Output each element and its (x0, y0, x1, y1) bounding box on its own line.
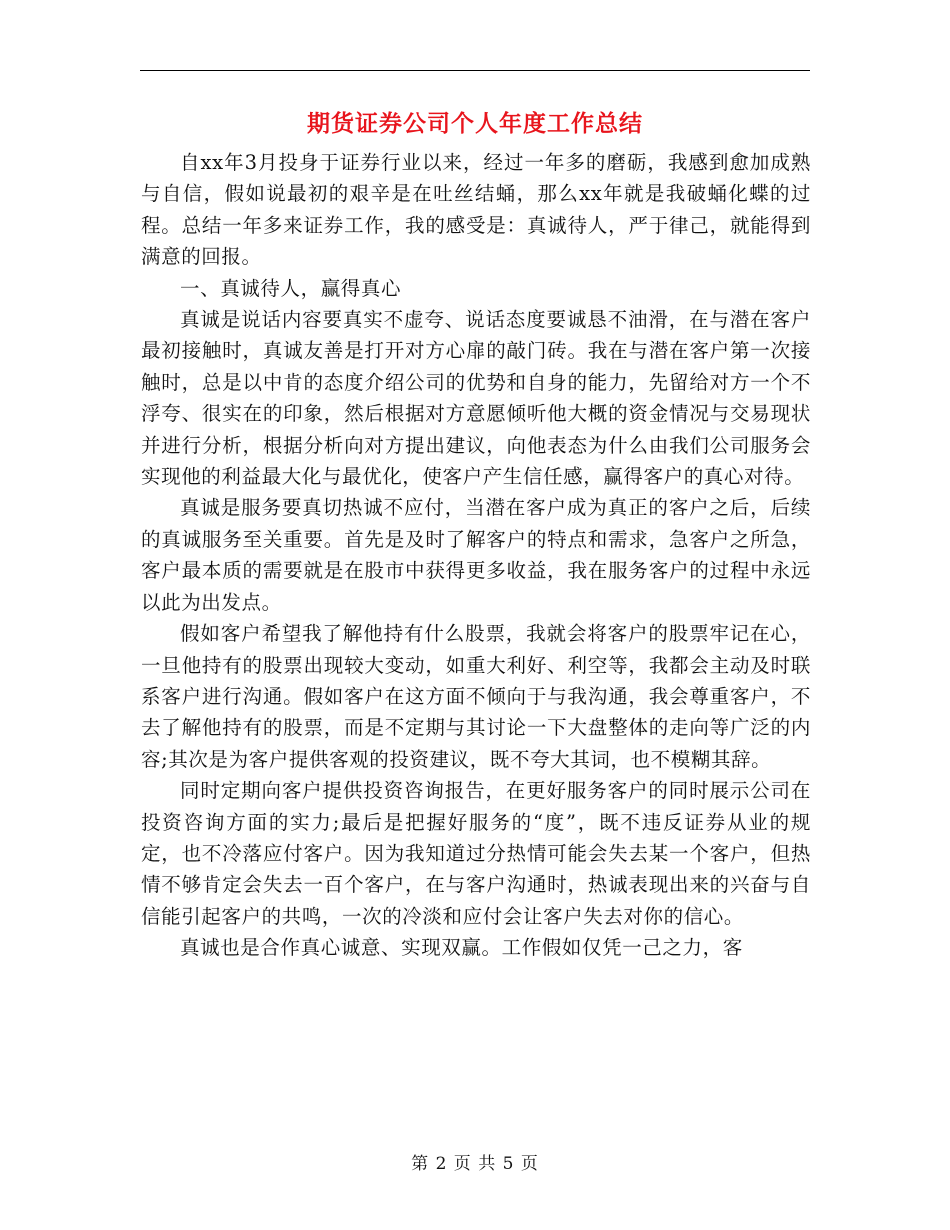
section-heading-1: 一、真诚待人，赢得真心 (180, 276, 402, 300)
document-title: 期货证券公司个人年度工作总结 (307, 110, 643, 137)
paragraph-intro: 自xx年3月投身于证券行业以来，经过一年多的磨砺，我感到愈加成熟与自信，假如说最初的艰辛是在吐丝结蛹，那么xx年就是我破蛹化蝶的过程。总结一年多来证券工作，我的感受是：真诚待人，严于律己，就能得到满意的回报。 (141, 151, 811, 269)
header-rule (140, 70, 810, 71)
paragraph-client-stocks: 假如客户希望我了解他持有什么股票，我就会将客户的股票牢记在心，一旦他持有的股票出现较大变动，如重大利好、利空等，我都会主动及时联系客户进行沟通。假如客户在这方面不倾向于与我沟通，我会尊重客户，不去了解他持有的股票，而是不定期与其讨论一下大盘整体的走向等广泛的内容;其次是为客户提供客观的投资建议，既不夸大其词，也不模糊其辞。 (141, 622, 811, 771)
paragraph-sincerity-service: 真诚是服务要真切热诚不应付，当潜在客户成为真正的客户之后，后续的真诚服务至关重要。首先是及时了解客户的特点和需求，急客户之所急，客户最本质的需要就是在股市中获得更多收益，我在服务客户的过程中永远以此为出发点。 (141, 496, 811, 614)
document-body (141, 147, 811, 964)
page-number: 第 2 页 共 5 页 (411, 1154, 539, 1174)
paragraph-reports: 同时定期向客户提供投资咨询报告，在更好服务客户的同时展示公司在投资咨询方面的实力;最后是把握好服务的“度”，既不违反证券从业的规定，也不冷落应付客户。因为我知道过分热情可能会失去某一个客户，但热情不够肯定会失去一百个客户，在与客户沟通时，热诚表现出来的兴奋与自信能引起客户的共鸣，一次的冷淡和应付会让客户失去对你的信心。 (141, 779, 811, 928)
paragraph-sincerity-speech: 真诚是说话内容要真实不虚夸、说话态度要诚恳不油滑，在与潜在客户最初接触时，真诚友善是打开对方心扉的敲门砖。我在与潜在客户第一次接触时，总是以中肯的态度介绍公司的优势和自身的能力，先留给对方一个不浮夸、很实在的印象，然后根据对方意愿倾听他大概的资金情况与交易现状并进行分析，根据分析向对方提出建议，向他表态为什么由我们公司服务会实现他的利益最大化与最优化，使客户产生信任感，赢得客户的真心对待。 (141, 308, 811, 489)
paragraph-cooperation: 真诚也是合作真心诚意、实现双赢。工作假如仅凭一己之力，客 (180, 936, 743, 960)
